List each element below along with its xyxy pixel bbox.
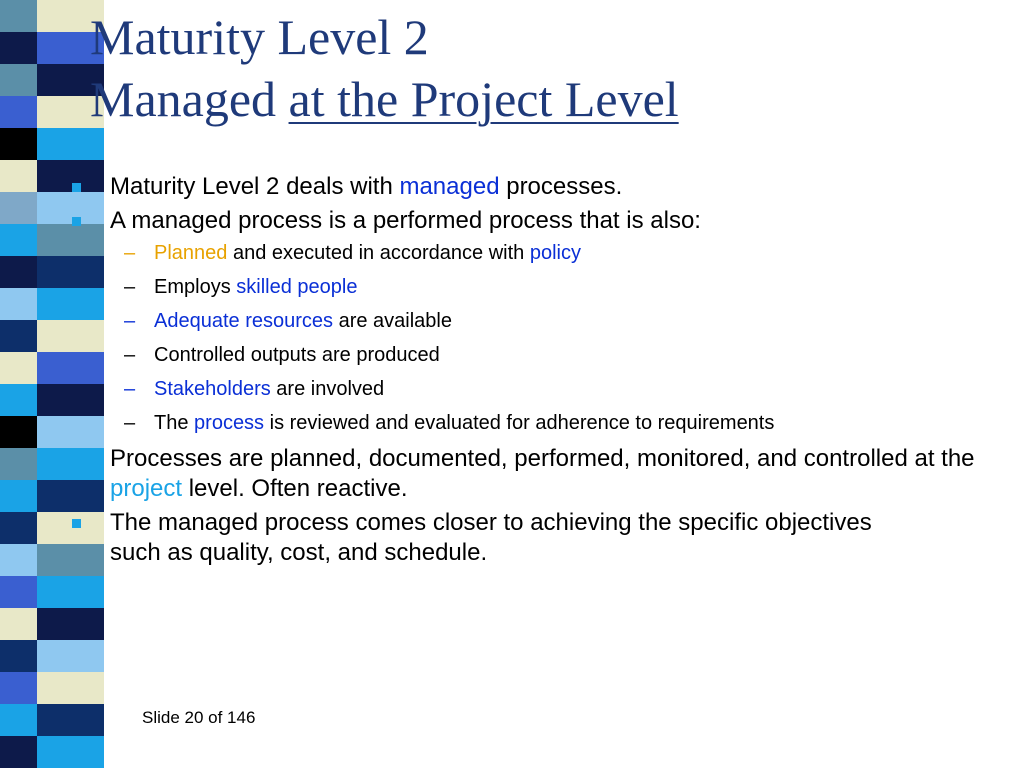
stripe-segment: [0, 192, 37, 224]
stripe-segment: [0, 64, 37, 96]
sub-bullet-text: are involved: [270, 378, 385, 400]
slide-title: [90, 6, 679, 130]
slide-number: Slide 20 of 146: [142, 708, 256, 727]
stripe-segment: [0, 288, 37, 320]
sub-bullet-text: Controlled outputs are produced: [154, 344, 440, 366]
sub-bullet-highlight: Planned: [154, 242, 228, 264]
stripe-segment: [0, 256, 37, 288]
dash-bullet-icon: –: [124, 310, 136, 332]
sub-bullet-text: Employs: [154, 276, 237, 298]
sub-bullet-highlight: Adequate resources: [154, 310, 334, 332]
stripe-segment: [0, 160, 37, 192]
stripe-segment: [0, 608, 37, 640]
sub-bullet-highlight: Stakeholders: [154, 378, 271, 400]
stripe-band: [0, 736, 104, 768]
stripe-segment: [0, 384, 37, 416]
stripe-band: [0, 128, 104, 160]
stripe-segment: [0, 672, 37, 704]
stripe-band: [0, 704, 104, 736]
stripe-band: [0, 0, 104, 32]
sub-bullet-text: The: [154, 412, 195, 434]
square-bullet-icon: [72, 183, 81, 192]
bullet-text: level. Often reactive.: [182, 475, 408, 502]
stripe-segment: [0, 736, 37, 768]
sub-bullet-text: and executed in accordance with: [227, 242, 530, 264]
stripe-segment: [0, 448, 37, 480]
square-bullet-icon: [72, 519, 81, 528]
stripe-segment: [0, 512, 37, 544]
sub-bullet-item: [72, 240, 894, 266]
bullet-text: A managed process is a performed process that is also:: [110, 207, 701, 234]
sub-bullet-item: [72, 274, 894, 300]
stripe-segment: [37, 736, 104, 768]
sub-bullet-highlight: skilled people: [236, 276, 358, 298]
title-line-2-prefix: Managed: [90, 71, 277, 127]
stripe-segment: [37, 608, 104, 640]
stripe-segment: [0, 480, 37, 512]
stripe-segment: [37, 704, 104, 736]
bullet-text: Processes are planned, documented, performed, monitored, and controlled at the: [110, 445, 975, 472]
stripe-band: [0, 608, 104, 640]
sub-bullet-text: are available: [333, 310, 452, 332]
stripe-segment: [0, 224, 37, 256]
stripe-segment: [0, 96, 37, 128]
bullet-text: The managed process comes closer to achieving the specific objectives such as quality, cost, and schedule.: [110, 509, 872, 566]
stripe-segment: [37, 640, 104, 672]
stripe-segment: [0, 352, 37, 384]
dash-bullet-icon: –: [124, 344, 136, 366]
bullet-highlight: project: [110, 475, 183, 502]
stripe-segment: [0, 320, 37, 352]
bullet-item: [72, 508, 900, 568]
sub-bullet-item: [72, 410, 894, 436]
dash-bullet-icon: –: [124, 276, 136, 298]
sub-bullet-item: [72, 376, 894, 402]
sub-bullet-highlight: policy: [529, 242, 581, 264]
dash-bullet-icon: –: [124, 242, 136, 264]
square-bullet-icon: [72, 217, 81, 226]
bullet-text: processes.: [499, 173, 623, 200]
bullet-text: Maturity Level 2 deals with: [110, 173, 400, 200]
bullet-item: [72, 206, 1012, 236]
stripe-band: [0, 576, 104, 608]
stripe-segment: [37, 672, 104, 704]
title-line-1: Maturity Level 2: [90, 9, 429, 65]
slide-body: [72, 172, 1012, 572]
stripe-segment: [37, 128, 104, 160]
stripe-band: [0, 32, 104, 64]
stripe-segment: [0, 544, 37, 576]
stripe-band: [0, 672, 104, 704]
sub-bullet-item: [72, 342, 894, 368]
stripe-segment: [0, 640, 37, 672]
dash-bullet-icon: –: [124, 378, 136, 400]
title-line-2-underlined: at the Project Level: [288, 71, 679, 127]
stripe-band: [0, 640, 104, 672]
stripe-segment: [0, 704, 37, 736]
stripe-segment: [0, 416, 37, 448]
stripe-segment: [0, 32, 37, 64]
square-bullet-icon: [72, 455, 81, 464]
stripe-segment: [0, 0, 37, 32]
bullet-item: [72, 444, 990, 504]
stripe-segment: [0, 576, 37, 608]
stripe-segment: [0, 128, 37, 160]
stripe-segment: [37, 576, 104, 608]
stripe-band: [0, 64, 104, 96]
sub-bullet-highlight: process: [194, 412, 265, 434]
dash-bullet-icon: –: [124, 412, 136, 434]
sub-bullet-item: [72, 308, 894, 334]
bullet-item: [72, 172, 1012, 202]
sub-bullet-text: is reviewed and evaluated for adherence to requirements: [264, 412, 775, 434]
bullet-highlight: managed: [399, 173, 500, 200]
stripe-band: [0, 96, 104, 128]
